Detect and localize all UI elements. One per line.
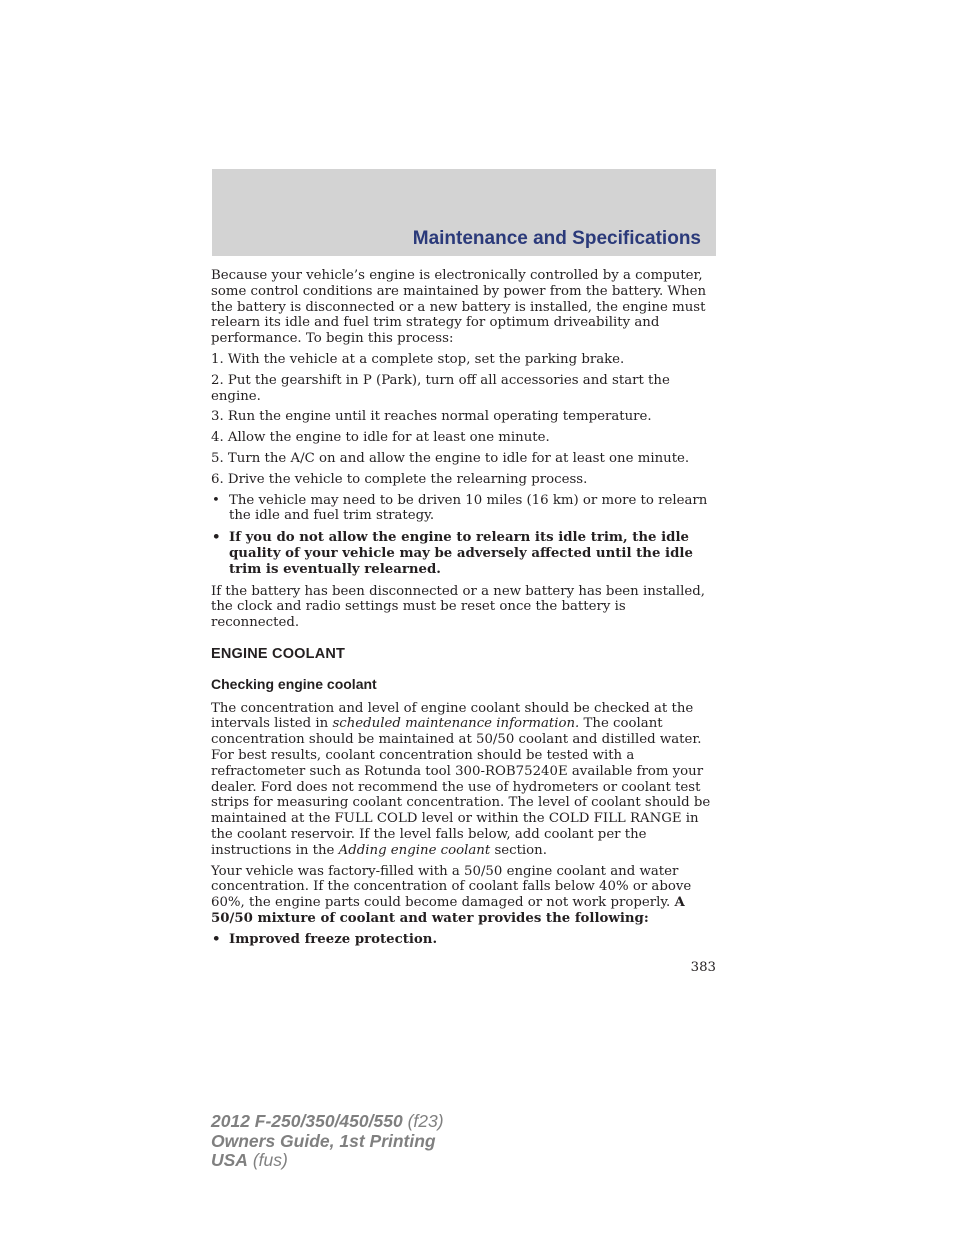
bullet-text: If you do not allow the engine to relearn its idle trim, the idle quality of your vehicle may be adversely affected until the idle trim is eventually relearned. bbox=[229, 530, 693, 577]
bullet-text: Improved freeze protection. bbox=[229, 931, 438, 947]
footer-imprint bbox=[211, 1112, 444, 1171]
step-1: 1. With the vehicle at a complete stop, set the parking brake. bbox=[211, 351, 625, 367]
footer-line-1 bbox=[211, 1112, 444, 1132]
text-run: (fus) bbox=[247, 1150, 288, 1170]
footer-line-3 bbox=[211, 1151, 444, 1171]
bullet-symbol: • bbox=[212, 530, 221, 546]
step-4: 4. Allow the engine to idle for at least one minute. bbox=[211, 430, 550, 446]
bullet-symbol: • bbox=[212, 931, 221, 947]
section-title: Maintenance and Specifications bbox=[412, 228, 701, 249]
section-heading: ENGINE COOLANT bbox=[211, 645, 346, 662]
step-6: 6. Drive the vehicle to complete the relearning process. bbox=[211, 471, 588, 487]
text-run: The coolant concentration should be maintained at 50/50 coolant and distilled water. For best results, coolant concentration should be tested with a refractometer such as Rotunda tool 300-ROB75240E available from your dealer. Ford does not recommend the use of hydrometers or coolant test strips for measuring coolant concentration. The level of coolant should be maintained at the FULL COLD level or within the COLD FILL RANGE in the coolant reservoir. If the level falls below, add coolant per the instructions in the bbox=[211, 716, 711, 858]
bullet-text: The vehicle may need to be driven 10 miles (16 km) or more to relearn the idle and fuel trim strategy. bbox=[229, 492, 708, 524]
italic-reference: Adding engine coolant bbox=[338, 842, 491, 858]
text-run: (f23) bbox=[402, 1111, 444, 1131]
bullet-item bbox=[211, 932, 716, 948]
text-run: Your vehicle was factory-filled with a 50/50 engine coolant and water concentration. If the concentration of coolant falls below 40% or above 60%, the engine parts could become damaged or not work properly. bbox=[211, 863, 692, 911]
coolant-paragraph-1 bbox=[211, 701, 716, 859]
bullet-item bbox=[211, 493, 716, 525]
coolant-paragraph-2 bbox=[211, 864, 716, 927]
text-run: 2012 F-250/350/450/550 bbox=[211, 1111, 403, 1131]
battery-note: If the battery has been disconnected or a new battery has been installed, the clock and radio settings must be reset once the battery is reconnected. bbox=[211, 583, 705, 631]
intro-paragraph: Because your vehicle’s engine is electronically controlled by a computer, some control conditions are maintained by power from the battery. When the battery is disconnected or a new battery is installed, the engine must relearn its idle and fuel trim strategy for optimum driveability and performance. To begin this process: bbox=[211, 268, 707, 347]
section-header-band bbox=[212, 169, 716, 256]
italic-reference: scheduled maintenance information. bbox=[332, 716, 580, 732]
bullet-symbol: • bbox=[212, 492, 220, 508]
step-2: 2. Put the gearshift in P (Park), turn off all accessories and start the engine. bbox=[211, 372, 670, 404]
bullet-item-warning bbox=[211, 530, 716, 577]
footer-line-2: Owners Guide, 1st Printing bbox=[211, 1130, 436, 1151]
text-run: USA bbox=[211, 1150, 248, 1170]
subsection-heading: Checking engine coolant bbox=[211, 675, 377, 692]
step-3: 3. Run the engine until it reaches normal operating temperature. bbox=[211, 409, 652, 425]
page-content bbox=[211, 268, 716, 953]
step-5: 5. Turn the A/C on and allow the engine to idle for at least one minute. bbox=[211, 450, 690, 466]
text-run: section. bbox=[490, 842, 547, 858]
bold-text-run: A 50/50 mixture of coolant and water provides the following: bbox=[211, 895, 685, 926]
text-run: The concentration and level of engine coolant should be checked at the intervals listed in bbox=[211, 700, 694, 732]
page-number: 383 bbox=[690, 960, 716, 975]
